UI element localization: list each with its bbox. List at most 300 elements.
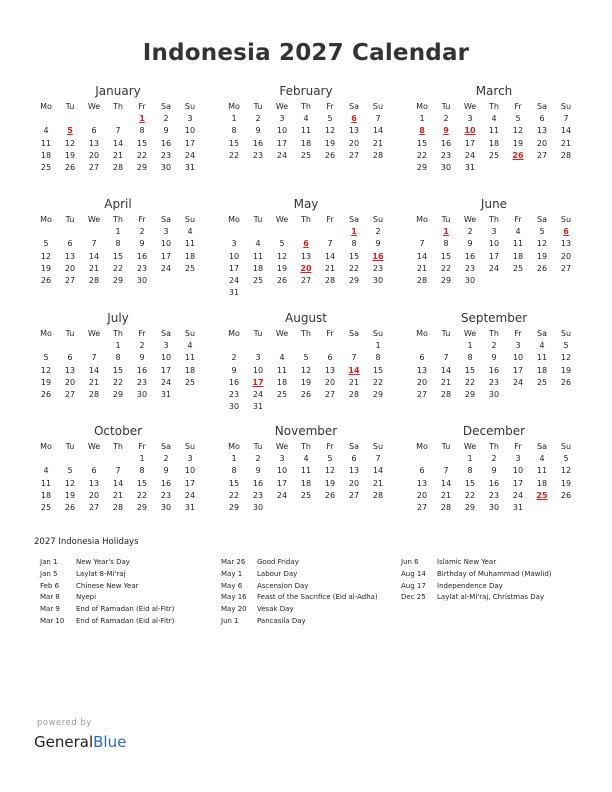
weekday-header: Fr [138,329,146,338]
holiday-day: 1 [351,227,357,237]
day: 13 [88,478,100,488]
day: 28 [348,389,360,399]
day: 1 [115,227,121,237]
day: 23 [488,490,500,500]
day: 20 [64,377,76,387]
holiday-date: Aug 14 [401,569,426,578]
day: 3 [491,227,497,237]
holiday-row [401,581,552,593]
weekday-header: Mo [40,102,52,111]
day: 22 [348,263,360,273]
holiday-date: May 16 [221,593,247,602]
empty-cell [106,453,130,465]
day: 19 [324,478,336,488]
holiday-row [40,569,174,581]
day: 7 [115,466,121,476]
day: 3 [255,353,261,363]
weekday-header: Fr [326,215,334,224]
brand-part1: General [34,733,94,751]
powered-by-label: powered by [37,718,92,728]
day: 22 [136,490,148,500]
day: 16 [252,138,264,148]
day: 9 [491,353,497,363]
day: 15 [348,251,360,261]
month-name: August [285,311,327,325]
day: 12 [64,138,76,148]
holiday-date: May 20 [221,605,247,614]
day: 23 [136,263,148,273]
day: 16 [464,251,476,261]
day: 26 [324,490,336,500]
weekday-header: Su [560,215,572,224]
day: 14 [372,126,384,136]
empty-cell [270,226,294,238]
day: 2 [491,454,497,464]
day: 25 [276,389,288,399]
day: 11 [276,365,288,375]
day: 11 [252,251,264,261]
day: 4 [303,454,309,464]
month-may [222,196,390,299]
empty-cell [318,226,342,238]
day: 2 [255,454,261,464]
weekday-header: Th [113,102,123,111]
day: 6 [327,353,333,363]
weekday-header: Th [489,329,499,338]
day: 4 [491,114,497,124]
day: 27 [88,502,100,512]
day: 27 [300,275,312,285]
day: 20 [348,478,360,488]
day: 13 [348,126,360,136]
day: 8 [467,353,473,363]
day: 30 [136,389,148,399]
month-days-grid [34,328,202,401]
day: 12 [324,126,336,136]
day: 26 [40,275,52,285]
day: 23 [160,150,172,160]
month-days-grid [34,101,202,174]
empty-cell [34,226,58,238]
weekday-header: Tu [441,442,451,451]
day: 30 [488,389,500,399]
day: 8 [443,239,449,249]
weekday-header: Fr [138,442,146,451]
holidays-title: 2027 Indonesia Holidays [34,537,139,547]
day: 19 [536,251,548,261]
day: 28 [440,502,452,512]
weekday-header: Sa [349,442,359,451]
day: 31 [184,502,196,512]
weekday-header: Su [372,329,384,338]
empty-cell [82,340,106,352]
day: 6 [419,353,425,363]
day: 27 [88,162,100,172]
day: 5 [303,353,309,363]
holiday-day: 6 [303,239,309,249]
weekday-header: Mo [416,329,428,338]
empty-cell [34,453,58,465]
day: 28 [112,502,124,512]
day: 10 [184,466,196,476]
generalblue-logo[interactable] [34,733,126,751]
day: 23 [372,263,384,273]
month-november [222,423,390,514]
day: 31 [512,502,524,512]
day: 14 [112,138,124,148]
day: 9 [231,365,237,375]
day: 19 [276,263,288,273]
holiday-name: Birthday of Muhammad (Mawlid) [437,569,552,578]
day: 14 [560,126,572,136]
day: 19 [64,490,76,500]
day: 21 [88,263,100,273]
holiday-date: Mar 26 [221,558,246,566]
day: 12 [560,353,572,363]
day: 7 [375,454,381,464]
day: 8 [139,466,145,476]
month-september [410,310,578,401]
holiday-row [401,592,552,604]
weekday-header: Fr [514,442,522,451]
weekday-header: Fr [514,215,522,224]
day: 2 [163,454,169,464]
holiday-row [401,569,552,581]
day: 21 [372,138,384,148]
weekday-header: Su [184,442,196,451]
day: 28 [88,389,100,399]
day: 24 [184,490,196,500]
holiday-name: Chinese New Year [76,581,139,590]
day: 8 [139,126,145,136]
weekday-header: Tu [253,442,263,451]
day: 29 [136,502,148,512]
day: 15 [136,138,148,148]
day: 2 [231,353,237,363]
day: 15 [228,138,240,148]
day: 22 [464,490,476,500]
month-name: December [462,424,526,438]
day: 21 [560,138,572,148]
day: 8 [231,126,237,136]
day: 11 [300,126,312,136]
day: 17 [184,478,196,488]
day: 11 [184,353,196,363]
day: 15 [464,365,476,375]
day: 22 [136,150,148,160]
day: 20 [536,138,548,148]
day: 24 [512,377,524,387]
day: 29 [136,162,148,172]
day: 1 [419,114,425,124]
day: 30 [160,162,172,172]
empty-cell [58,340,82,352]
day: 27 [536,150,548,160]
day: 24 [276,150,288,160]
weekday-header: We [87,102,101,111]
day: 16 [488,478,500,488]
day: 20 [88,490,100,500]
day: 2 [139,227,145,237]
day: 26 [64,162,76,172]
day: 9 [255,466,261,476]
day: 5 [563,454,569,464]
day: 31 [252,402,264,412]
day: 21 [372,478,384,488]
holiday-name: New Year's Day [76,558,130,566]
day: 18 [184,365,196,375]
holiday-name: End of Ramadan (Eid al-Fitr) [76,605,175,614]
day: 23 [228,389,240,399]
holiday-date: May 6 [221,581,243,590]
weekday-header: We [275,329,289,338]
holiday-day: 1 [139,114,145,124]
day: 26 [276,275,288,285]
month-name: May [293,197,319,211]
day: 4 [303,114,309,124]
weekday-header: Tu [441,215,451,224]
day: 25 [512,263,524,273]
weekday-header: Tu [253,329,263,338]
holiday-day: 5 [67,126,73,136]
weekday-header: Sa [537,215,547,224]
day: 1 [115,341,121,351]
day: 9 [255,126,261,136]
day: 9 [139,353,145,363]
weekday-header: Mo [40,442,52,451]
day: 30 [464,275,476,285]
weekday-header: Su [184,215,196,224]
weekday-header: Mo [228,102,240,111]
day: 25 [40,502,52,512]
month-february [222,83,390,162]
day: 1 [467,454,473,464]
month-name: September [460,311,528,325]
day: 18 [276,377,288,387]
day: 27 [324,389,336,399]
holiday-row [40,604,174,616]
day: 4 [43,466,49,476]
empty-cell [58,226,82,238]
day: 7 [91,353,97,363]
month-name: February [279,84,333,98]
weekday-header: Th [489,442,499,451]
weekday-header: We [87,329,101,338]
holiday-row [221,569,378,581]
day: 29 [416,162,428,172]
weekday-header: We [463,442,477,451]
weekday-header: Sa [349,215,359,224]
day: 30 [488,502,500,512]
day: 29 [348,275,360,285]
day: 2 [375,227,381,237]
weekday-header: Th [113,215,123,224]
day: 22 [464,377,476,387]
day: 16 [252,478,264,488]
day: 20 [64,263,76,273]
day: 19 [512,138,524,148]
day: 16 [488,365,500,375]
day: 4 [279,353,285,363]
day: 23 [252,150,264,160]
day: 23 [136,377,148,387]
month-name: March [475,84,513,98]
day: 15 [112,251,124,261]
day: 30 [136,275,148,285]
day: 23 [464,263,476,273]
holiday-name: Labour Day [257,569,298,578]
day: 5 [43,353,49,363]
day: 30 [228,402,240,412]
day: 3 [515,341,521,351]
weekday-header: Su [372,102,384,111]
weekday-header: Tu [441,102,451,111]
holiday-day: 20 [300,263,312,273]
day: 12 [512,126,524,136]
day: 5 [327,114,333,124]
day: 14 [324,251,336,261]
weekday-header: Th [489,102,499,111]
day: 5 [515,114,521,124]
weekday-header: We [275,215,289,224]
holiday-day: 10 [464,126,476,136]
empty-cell [34,113,58,125]
day: 24 [160,263,172,273]
weekday-header: Tu [441,329,451,338]
day: 30 [440,162,452,172]
weekday-header: We [463,102,477,111]
holiday-name: Nyepi [76,593,97,602]
day: 10 [276,126,288,136]
day: 29 [440,275,452,285]
weekday-header: Sa [537,102,547,111]
day: 7 [443,466,449,476]
month-name: June [480,197,508,211]
holiday-column [401,557,552,604]
day: 8 [115,239,121,249]
day: 21 [348,377,360,387]
day: 17 [276,478,288,488]
weekday-header: We [463,215,477,224]
day: 28 [372,150,384,160]
day: 13 [64,365,76,375]
day: 20 [88,150,100,160]
weekday-header: Th [113,442,123,451]
holiday-row [40,557,174,569]
holiday-date: Mar 8 [40,593,60,602]
day: 5 [67,466,73,476]
weekday-header: Su [372,442,384,451]
day: 18 [300,138,312,148]
day: 15 [440,251,452,261]
weekday-header: We [87,215,101,224]
day: 17 [464,138,476,148]
weekday-header: Mo [416,442,428,451]
weekday-header: Su [184,102,196,111]
day: 4 [43,126,49,136]
day: 5 [327,454,333,464]
weekday-header: Sa [537,442,547,451]
day: 28 [560,150,572,160]
empty-cell [342,340,366,352]
day: 22 [228,490,240,500]
day: 22 [440,263,452,273]
weekday-header: Fr [514,102,522,111]
day: 14 [88,251,100,261]
month-april [34,196,202,287]
weekday-header: Su [372,215,384,224]
day: 7 [419,239,425,249]
day: 8 [467,466,473,476]
day: 26 [40,389,52,399]
holiday-day: 17 [252,377,264,387]
weekday-header: We [275,442,289,451]
day: 14 [440,478,452,488]
day: 4 [515,227,521,237]
month-days-grid [410,214,578,287]
day: 2 [467,227,473,237]
empty-cell [222,226,246,238]
weekday-header: Th [301,102,311,111]
month-june [410,196,578,287]
day: 3 [279,114,285,124]
day: 27 [560,263,572,273]
empty-cell [82,453,106,465]
holiday-day: 9 [443,126,449,136]
weekday-header: Su [560,442,572,451]
day: 12 [300,365,312,375]
day: 15 [416,138,428,148]
day: 24 [184,150,196,160]
weekday-header: Fr [326,102,334,111]
day: 19 [560,478,572,488]
weekday-header: Mo [40,215,52,224]
month-days-grid [410,328,578,401]
day: 25 [536,377,548,387]
month-august [222,310,390,413]
holiday-row [221,592,378,604]
holiday-name: Good Friday [257,558,299,566]
day: 12 [64,478,76,488]
day: 11 [300,466,312,476]
day: 14 [440,365,452,375]
empty-cell [434,453,458,465]
page-title: Indonesia 2027 Calendar [142,40,470,66]
holiday-row [221,616,378,628]
empty-cell [34,340,58,352]
day: 23 [160,490,172,500]
empty-cell [58,113,82,125]
month-december [410,423,578,514]
day: 10 [228,251,240,261]
weekday-header: Mo [228,215,240,224]
holiday-name: Feast of the Sacrifice (Eid al-Adha) [257,593,378,602]
day: 14 [372,466,384,476]
weekday-header: Sa [161,329,171,338]
holiday-day: 25 [536,490,548,500]
day: 12 [276,251,288,261]
day: 2 [139,341,145,351]
day: 18 [184,251,196,261]
day: 21 [112,150,124,160]
day: 15 [136,478,148,488]
day: 24 [488,263,500,273]
day: 18 [40,490,52,500]
day: 30 [160,502,172,512]
weekday-header: Fr [326,442,334,451]
day: 3 [279,454,285,464]
day: 17 [512,478,524,488]
